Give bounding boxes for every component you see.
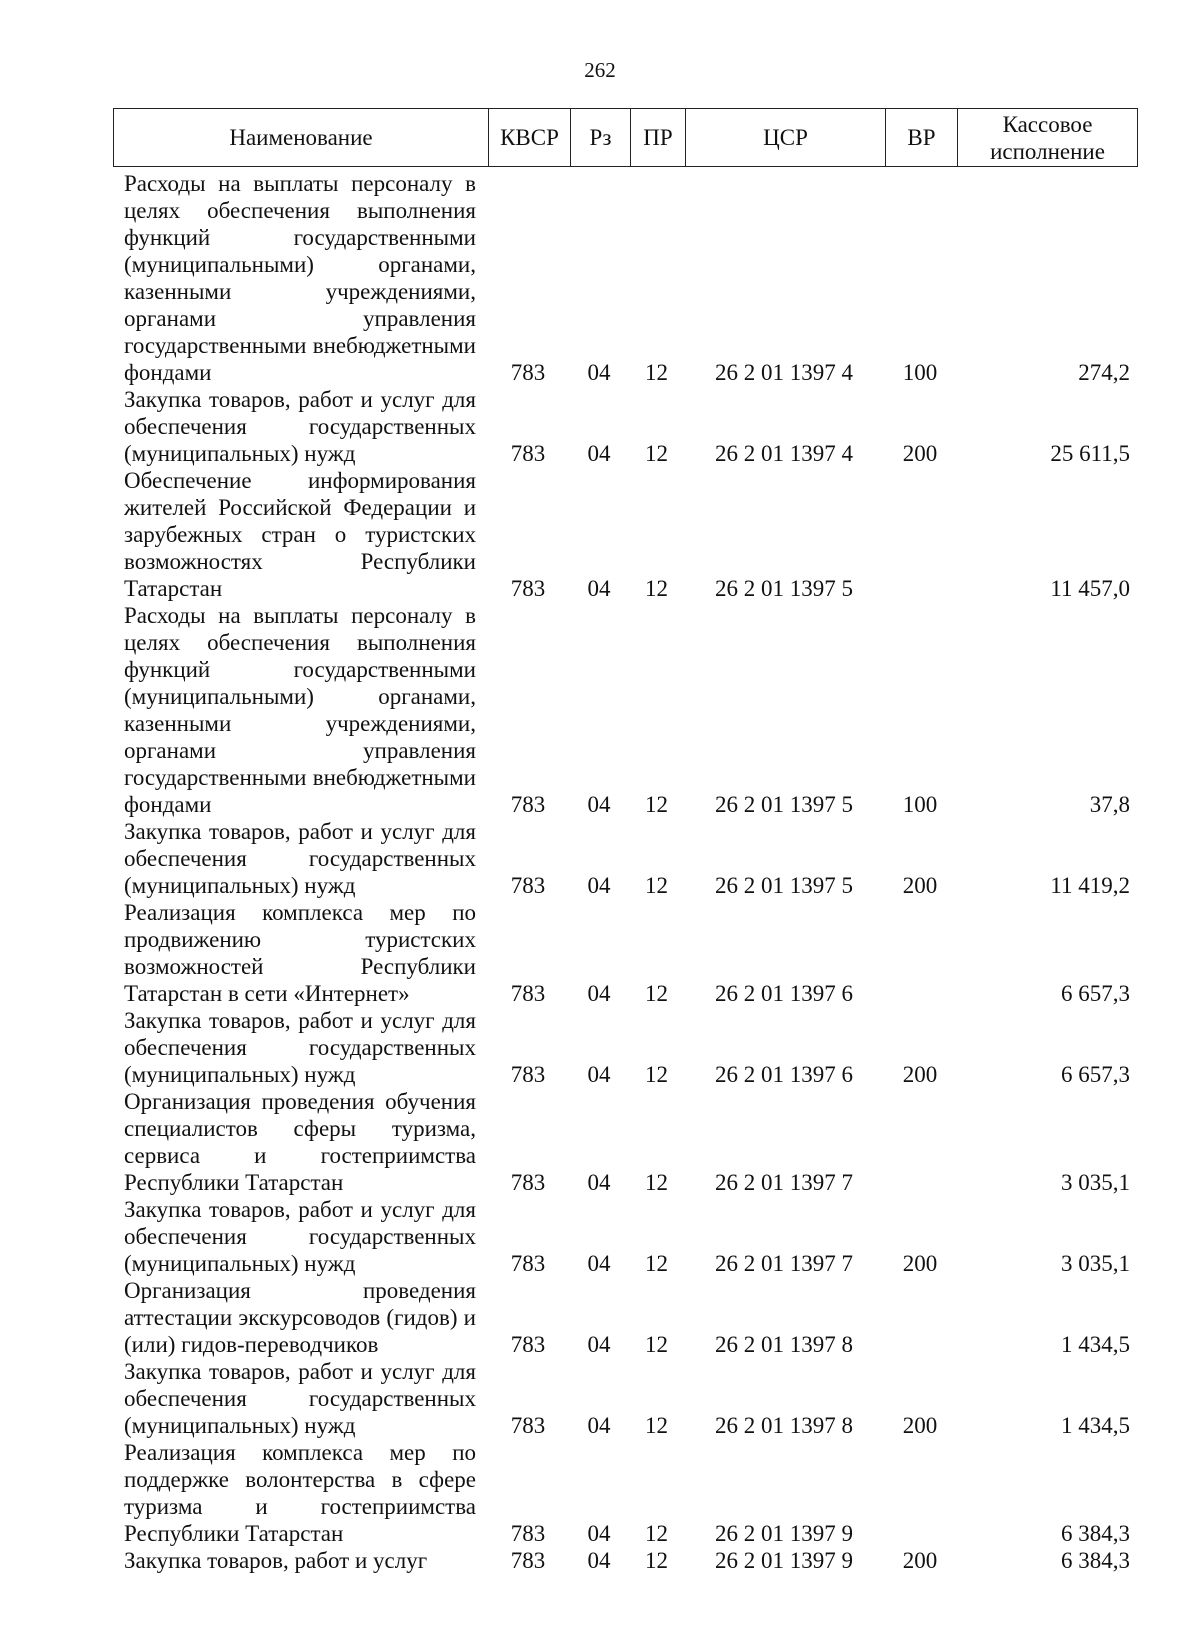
row-pr: 12 <box>645 1521 668 1546</box>
row-rz: 04 <box>587 1413 611 1438</box>
row-name: Закупка товаров, работ и услуг для обеспечения государственных (муниципальных) нужд <box>124 819 476 898</box>
row-vr: 200 <box>902 1548 938 1573</box>
row-pr: 12 <box>645 1170 668 1195</box>
table-row <box>0 467 1200 602</box>
row-rz: 04 <box>587 1332 611 1357</box>
table-row <box>0 1088 1200 1196</box>
row-csr: 26 2 01 1397 5 <box>715 576 853 601</box>
row-pr: 12 <box>645 873 668 898</box>
row-csr: 26 2 01 1397 6 <box>715 1062 853 1087</box>
row-rz: 04 <box>587 441 611 466</box>
row-vr: 200 <box>902 873 938 898</box>
row-name: Закупка товаров, работ и услуг для обеспечения государственных (муниципальных) нужд <box>124 1008 476 1087</box>
row-kvsr: 783 <box>510 1413 546 1438</box>
row-rz: 04 <box>587 360 611 385</box>
header-amount: Кассовое исполнение <box>957 109 1137 166</box>
row-csr: 26 2 01 1397 9 <box>715 1548 853 1573</box>
row-amount: 3 035,1 <box>1061 1251 1130 1276</box>
row-pr: 12 <box>645 1251 668 1276</box>
table-row <box>0 1196 1200 1277</box>
row-amount: 274,2 <box>1078 360 1130 385</box>
row-rz: 04 <box>587 1170 611 1195</box>
table-row <box>0 1439 1200 1547</box>
row-amount: 6 384,3 <box>1061 1548 1130 1573</box>
row-rz: 04 <box>587 1521 611 1546</box>
row-kvsr: 783 <box>510 792 546 817</box>
row-rz: 04 <box>587 1548 611 1573</box>
row-pr: 12 <box>645 792 668 817</box>
row-csr: 26 2 01 1397 5 <box>715 792 853 817</box>
row-name: Расходы на выплаты персоналу в целях обеспечения выполнения функций государственными (муниципальными) органами, казенными учреждениями, органами управления государственными внебюджетными фондами <box>124 171 476 385</box>
row-pr: 12 <box>645 441 668 466</box>
row-name: Закупка товаров, работ и услуг для обеспечения государственных (муниципальных) нужд <box>124 1197 476 1276</box>
row-rz: 04 <box>587 576 611 601</box>
row-csr: 26 2 01 1397 8 <box>715 1413 853 1438</box>
page-number: 262 <box>584 58 616 82</box>
row-rz: 04 <box>587 981 611 1006</box>
header-pr: ПР <box>630 109 685 166</box>
row-vr: 200 <box>902 441 938 466</box>
row-kvsr: 783 <box>510 981 546 1006</box>
row-kvsr: 783 <box>510 360 546 385</box>
header-name: Наименование <box>229 125 373 150</box>
row-name: Обеспечение информирования жителей Российской Федерации и зарубежных стран о туристских возможностях Республики Татарстан <box>124 468 476 601</box>
row-name: Организация проведения аттестации экскурсоводов (гидов) и (или) гидов-переводчиков <box>124 1278 476 1357</box>
row-name: Реализация комплекса мер по продвижению туристских возможностей Республики Татарстан в сети «Интернет» <box>124 900 476 1006</box>
row-kvsr: 783 <box>510 1521 546 1546</box>
row-name: Закупка товаров, работ и услуг для обеспечения государственных (муниципальных) нужд <box>124 1359 476 1438</box>
table-row <box>0 899 1200 1007</box>
row-amount: 3 035,1 <box>1061 1170 1130 1195</box>
header-vr: ВР <box>885 109 957 166</box>
row-name: Реализация комплекса мер по поддержке волонтерства в сфере туризма и гостеприимства Республики Татарстан <box>124 1440 476 1546</box>
row-amount: 11 457,0 <box>1050 576 1130 601</box>
table-row <box>0 1007 1200 1088</box>
row-kvsr: 783 <box>510 1062 546 1087</box>
table-row <box>0 386 1200 467</box>
row-amount: 25 611,5 <box>1050 441 1130 466</box>
row-name: Организация проведения обучения специалистов сферы туризма, сервиса и гостеприимства Республики Татарстан <box>124 1089 476 1195</box>
row-amount: 11 419,2 <box>1050 873 1130 898</box>
row-pr: 12 <box>645 981 668 1006</box>
row-vr: 100 <box>902 792 938 817</box>
row-csr: 26 2 01 1397 5 <box>715 873 853 898</box>
row-rz: 04 <box>587 873 611 898</box>
row-vr: 200 <box>902 1251 938 1276</box>
row-amount: 6 384,3 <box>1061 1521 1130 1546</box>
row-vr: 200 <box>902 1062 938 1087</box>
row-amount: 1 434,5 <box>1061 1413 1130 1438</box>
row-amount: 6 657,3 <box>1061 1062 1130 1087</box>
table-row <box>0 1358 1200 1439</box>
row-rz: 04 <box>587 1062 611 1087</box>
row-vr: 100 <box>902 360 938 385</box>
row-pr: 12 <box>645 1548 668 1573</box>
header-kvsr: КВСР <box>488 109 570 166</box>
row-pr: 12 <box>645 1332 668 1357</box>
row-kvsr: 783 <box>510 576 546 601</box>
row-csr: 26 2 01 1397 6 <box>715 981 853 1006</box>
row-kvsr: 783 <box>510 1548 546 1573</box>
row-amount: 6 657,3 <box>1061 981 1130 1006</box>
header-rz: Рз <box>570 109 630 166</box>
row-kvsr: 783 <box>510 873 546 898</box>
row-csr: 26 2 01 1397 7 <box>715 1170 853 1195</box>
row-pr: 12 <box>645 1062 668 1087</box>
row-name: Расходы на выплаты персоналу в целях обеспечения выполнения функций государственными (муниципальными) органами, казенными учреждениями, органами управления государственными внебюджетными фондами <box>124 603 476 817</box>
row-amount: 1 434,5 <box>1061 1332 1130 1357</box>
row-csr: 26 2 01 1397 7 <box>715 1251 853 1276</box>
table-body <box>0 170 1200 1574</box>
row-amount: 37,8 <box>1089 792 1130 817</box>
table-row <box>0 602 1200 818</box>
row-rz: 04 <box>587 792 611 817</box>
row-pr: 12 <box>645 576 668 601</box>
row-kvsr: 783 <box>510 1170 546 1195</box>
row-name: Закупка товаров, работ и услуг для обеспечения государственных (муниципальных) нужд <box>124 387 476 466</box>
row-csr: 26 2 01 1397 8 <box>715 1332 853 1357</box>
row-vr: 200 <box>902 1413 938 1438</box>
table-row <box>0 1547 1200 1574</box>
table-row <box>0 1277 1200 1358</box>
row-name: Закупка товаров, работ и услуг <box>124 1548 428 1573</box>
table-row <box>0 170 1200 386</box>
row-csr: 26 2 01 1397 9 <box>715 1521 853 1546</box>
row-kvsr: 783 <box>510 441 546 466</box>
row-kvsr: 783 <box>510 1251 546 1276</box>
row-csr: 26 2 01 1397 4 <box>715 360 853 385</box>
row-csr: 26 2 01 1397 4 <box>715 441 853 466</box>
row-pr: 12 <box>645 360 668 385</box>
row-pr: 12 <box>645 1413 668 1438</box>
table-row <box>0 818 1200 899</box>
table-header <box>113 108 1138 167</box>
row-kvsr: 783 <box>510 1332 546 1357</box>
row-rz: 04 <box>587 1251 611 1276</box>
header-csr: ЦСР <box>685 109 885 166</box>
